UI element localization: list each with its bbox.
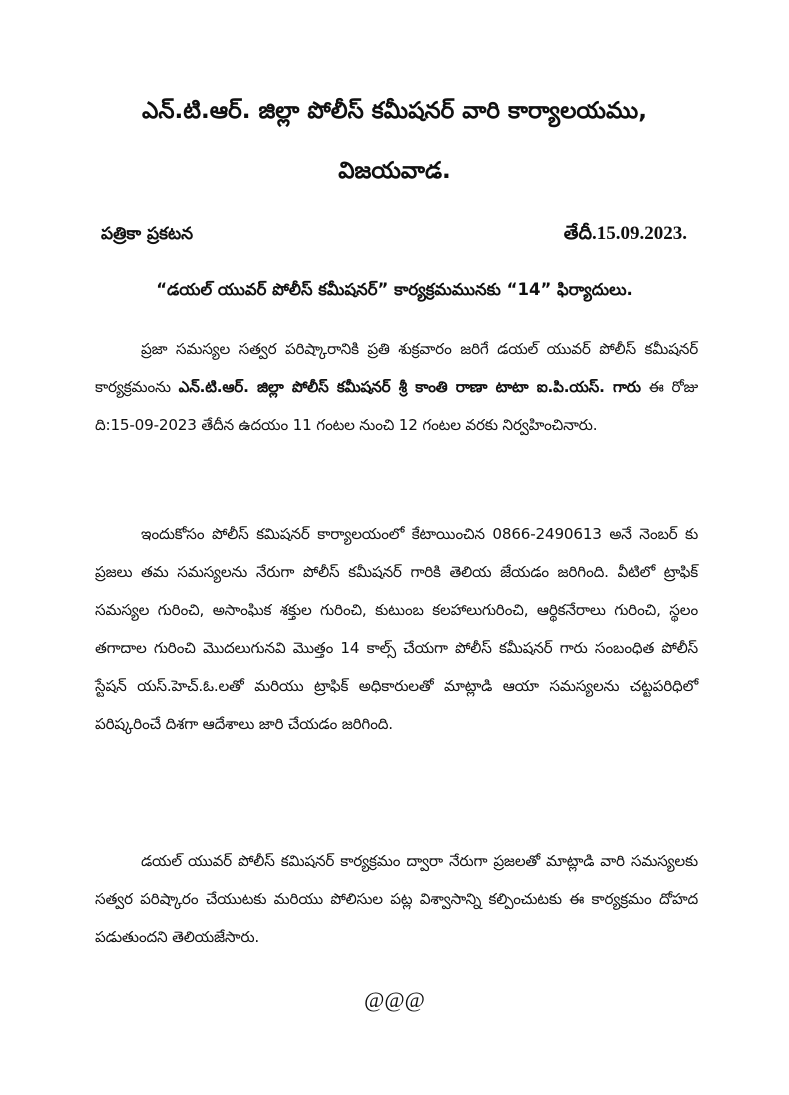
paragraph-1-intro: ప్రజా సమస్యల సత్వర పరిష్కారానికి ప్రతి శుక్రవారం జరిగే డయల్ యువర్ పోలీస్ కమీషనర్ కార్యక్రమంను [95, 340, 698, 396]
end-marker: @@@ [364, 987, 425, 1012]
paragraph-2 [95, 515, 698, 743]
paragraph-1 [95, 330, 698, 444]
paragraph-1-commissioner: ఎన్.టి.ఆర్. జిల్లా పోలీస్ కమీషనర్ శ్రీ కాంతి రాణా టాటా ఐ.పి.యస్. గారు [178, 378, 641, 396]
paragraph-1-details: ఈ రోజు ది:15-09-2023 తేదీన ఉదయం 11 గంటల నుంచి 12 గంటల వరకు నిర్వహించినారు. [95, 378, 698, 434]
subject-line: “డయల్ యువర్ పోలీస్ కమీషనర్” కార్యక్రమమునకు “14” ఫిర్యాదులు. [156, 280, 633, 299]
city-title: విజయవాడ. [338, 158, 451, 184]
paragraph-3-text: డయల్ యువర్ పోలీస్ కమిషనర్ కార్యక్రమం ద్వారా నేరుగా ప్రజలతో మాట్లాడి వారి సమస్యలకు సత్వర పరిష్కారం చేయుటకు మరియు పోలిసుల పట్ల విశ్వాసాన్ని కల్పించుటకు ఈ కార్యక్రమం దోహద పడుతుందని తెలియజేసారు. [95, 852, 698, 946]
paragraph-2-text: ఇందుకోసం పోలీస్ కమిషనర్ కార్యాలయంలో కేటాయించిన 0866-2490613 అనే నెంబర్ కు ప్రజలు తమ సమస్యలను నేరుగా పోలీస్ కమీషనర్ గారికి తెలియ జేయడం జరిగింది. వీటిలో ట్రాఫిక్ సమస్యల గురించి, అసాంఘిక శక్తుల గురించి, కుటుంబ కలహాలుగురించి, ఆర్థికనేరాలు గురించి, స్థలం తగాదాల గురించి మొదలుగునవి మొత్తం 14 కాల్స్ చేయగా పోలీస్ కమీషనర్ గారు సంబంధిత పోలీస్ స్టేషన్ యస్.హెచ్.ఓ.లతో మరియు ట్రాఫిక్ అధికారులతో మాట్లాడి ఆయా సమస్యలను చట్టపరిధిలో పరిష్కరించే దిశగా ఆదేశాలు జారి చేయడం జరిగింది. [95, 525, 698, 733]
paragraph-3 [95, 842, 698, 956]
press-release-label: పత్రికా ప్రకటన [101, 224, 194, 244]
office-title: ఎన్.టి.ఆర్. జిల్లా పోలీస్ కమీషనర్ వారి కార్యాలయము, [141, 98, 648, 124]
release-date: తేదీ.15.09.2023. [563, 223, 687, 244]
